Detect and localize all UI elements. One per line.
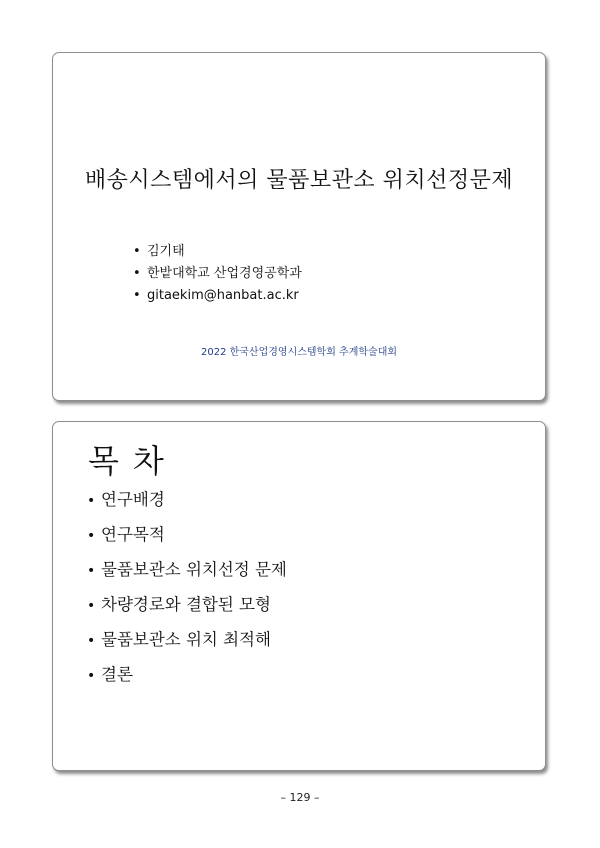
list-item: • 물품보관소 위치 최적해 bbox=[87, 629, 287, 664]
contents-slide bbox=[52, 421, 546, 771]
contents-title: 목차 bbox=[88, 442, 178, 480]
page-number: – 129 – bbox=[280, 791, 320, 804]
list-item: • 결론 bbox=[87, 664, 287, 699]
author-info-list bbox=[133, 241, 302, 307]
list-item: • 차량경로와 결합된 모형 bbox=[87, 594, 287, 629]
conference-name: 2022 한국산업경영시스템학회 추계학술대회 bbox=[200, 347, 398, 358]
list-item: • 물품보관소 위치선정 문제 bbox=[87, 559, 287, 594]
list-item: • 연구목적 bbox=[87, 524, 287, 559]
author-name: • 김기태 bbox=[133, 241, 302, 263]
title-slide bbox=[52, 52, 546, 401]
contents-list bbox=[87, 489, 287, 699]
presentation-title: 배송시스템에서의 물품보관소 위치선정문제 bbox=[84, 168, 514, 193]
list-item: • 연구배경 bbox=[87, 489, 287, 524]
author-affiliation: • 한밭대학교 산업경영공학과 bbox=[133, 263, 302, 285]
author-email: • gitaekim@hanbat.ac.kr bbox=[133, 285, 302, 307]
